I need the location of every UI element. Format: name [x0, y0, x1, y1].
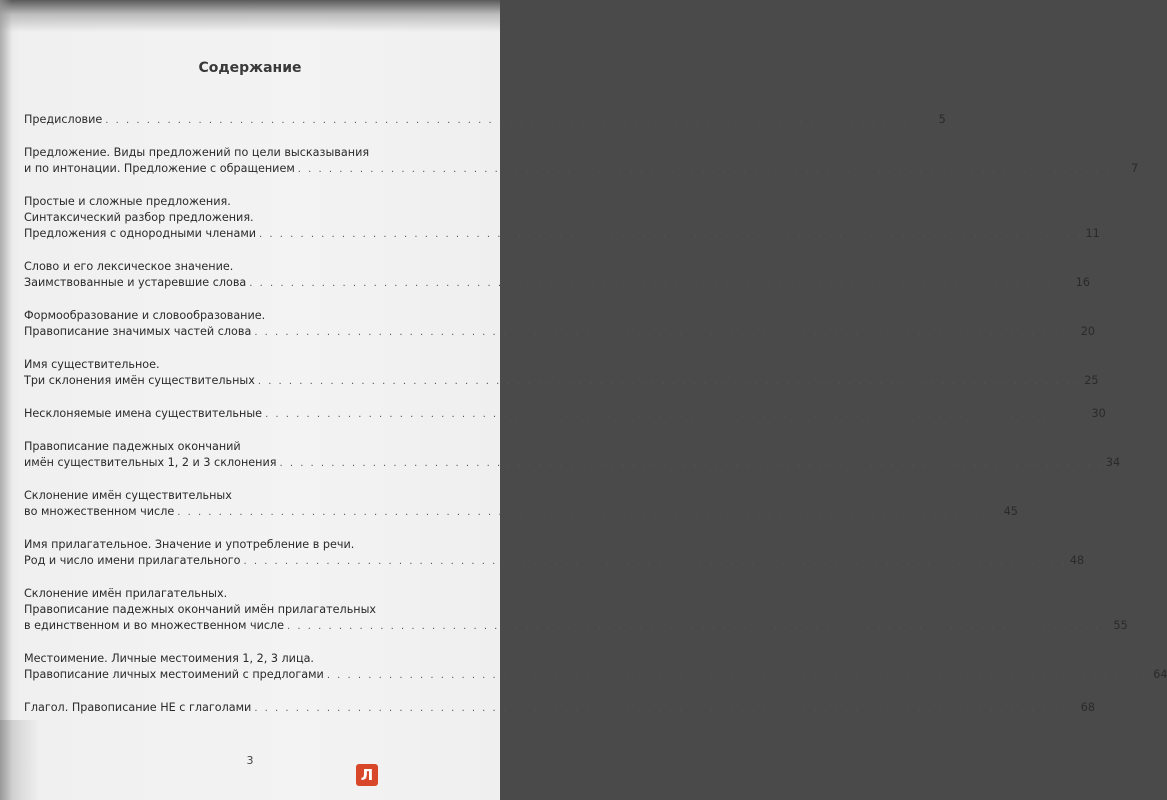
page-spine-shadow: [0, 0, 12, 800]
toc-entry: [24, 537, 1085, 570]
toc-page-number: 55: [1113, 619, 1128, 632]
page-title: Содержание: [198, 60, 302, 76]
toc-entry-last-line: [24, 667, 1167, 684]
leader-dots: . . . . . . . . . . . . . . . . . . . . . . . . . . . . . . . . . . . . . . . . . . . . . . . . . . . . . . . . . . . . . . . . . . . . . . . . . . . . . . . .: [249, 278, 1073, 289]
toc-entry-line: Имя прилагательное. Значение и употребление в речи.: [24, 538, 355, 551]
toc-entry-line: Правописание падежных окончаний имён прилагательных: [24, 603, 377, 616]
toc-entry-line: Предложение. Виды предложений по цели высказывания: [24, 146, 370, 159]
toc-entry: [24, 488, 1018, 521]
toc-entry-last-line: [24, 455, 1121, 472]
toc-page-number: 25: [1084, 374, 1099, 387]
toc-entry: [24, 439, 1121, 472]
toc-entry: [24, 194, 1100, 243]
toc-entry: [24, 357, 1099, 390]
labirint-logo-icon: Л: [356, 764, 378, 786]
leader-dots: . . . . . . . . . . . . . . . . . . . . . . . . . . . . . . . . . . . . . . . . . . . . . . . . . . . . . . . . . . . . . . . . . . . . . . . . . . . . . . . .: [297, 164, 1122, 175]
toc-entry-last-line: [24, 275, 1090, 292]
toc-page-number: 64: [1153, 668, 1167, 681]
leader-dots: . . . . . . . . . . . . . . . . . . . . . . . . . . . . . . . . . . . . . . . . . . . . . . . . . . . . . . . . . . . . . . . . . . . . . . . . . . . . . . . .: [177, 507, 1001, 518]
toc-entry-line: Простые и сложные предложения.: [24, 195, 231, 208]
toc-entry: [24, 586, 1128, 635]
toc-entry-last-line: [24, 700, 1095, 717]
toc-entry-line: Три склонения имён существительных: [24, 374, 255, 387]
leader-dots: . . . . . . . . . . . . . . . . . . . . . . . . . . . . . . . . . . . . . . . . . . . . . . . . . . . . . . . . . . . . . . . . . . . . . . . . . . . . . . . .: [259, 229, 1083, 240]
leader-dots: . . . . . . . . . . . . . . . . . . . . . . . . . . . . . . . . . . . . . . . . . . . . . . . . . . . . . . . . . . . . . . . . . . . . . . . . . . . . . . . .: [326, 670, 1151, 681]
leader-dots: . . . . . . . . . . . . . . . . . . . . . . . . . . . . . . . . . . . . . . . . . . . . . . . . . . . . . . . . . . . . . . . . . . . . . . . . . . . . . . . .: [279, 458, 1103, 469]
toc-entry-line: имён существительных 1, 2 и 3 склонения: [24, 456, 277, 469]
toc-entry-line: Несклоняемые имена существительные: [24, 407, 263, 420]
toc-entry-line: Глагол. Правописание НЕ с глаголами: [24, 701, 252, 714]
toc-entry-last-line: [24, 226, 1100, 243]
toc-entry: [24, 651, 1167, 684]
toc-entry-line: Род и число имени прилагательного: [24, 554, 241, 567]
toc-entry: [24, 700, 1095, 717]
toc-entry-line: Правописание личных местоимений с предлогами: [24, 668, 324, 681]
toc-entry-line: и по интонации. Предложение с обращением: [24, 162, 295, 175]
toc-entry-last-line: [24, 112, 946, 129]
page-top-shadow: [0, 0, 500, 32]
toc-entry-line: во множественном числе: [24, 505, 175, 518]
toc-entry: [24, 259, 1090, 292]
toc-entry-line: Предложения с однородными членами: [24, 227, 257, 240]
toc-entry-line: Синтаксический разбор предложения.: [24, 211, 254, 224]
toc-entry-line: в единственном и во множественном числе: [24, 619, 285, 632]
toc-entry-line: Формообразование и словообразование.: [24, 309, 266, 322]
toc-entry-line: Склонение имён существительных: [24, 489, 232, 502]
toc-entry-last-line: [24, 504, 1018, 521]
leader-dots: . . . . . . . . . . . . . . . . . . . . . . . . . . . . . . . . . . . . . . . . . . . . . . . . . . . . . . . . . . . . . . . . . . . . . . . . . . . . . . . .: [254, 327, 1078, 338]
leader-dots: . . . . . . . . . . . . . . . . . . . . . . . . . . . . . . . . . . . . . . . . . . . . . . . . . . . . . . . . . . . . . . . . . . . . . . . . . . . . . . . .: [287, 621, 1111, 632]
toc-entry: [24, 406, 1106, 423]
leader-dots: . . . . . . . . . . . . . . . . . . . . . . . . . . . . . . . . . . . . . . . . . . . . . . . . . . . . . . . . . . . . . . . . . . . . . . . . . . . . . . . .: [243, 556, 1067, 567]
toc-page-number: 16: [1075, 276, 1090, 289]
toc-entry-last-line: [24, 406, 1106, 423]
toc-page-number: 34: [1105, 456, 1121, 469]
page-number: 3: [246, 754, 254, 767]
leader-dots: . . . . . . . . . . . . . . . . . . . . . . . . . . . . . . . . . . . . . . . . . . . . . . . . . . . . . . . . . . . . . . . . . . . . . . . . . . . . . . . .: [257, 376, 1082, 387]
toc-entry-line: Заимствованные и устаревшие слова: [24, 276, 247, 289]
toc-entry: [24, 145, 1139, 178]
toc-entry-last-line: [24, 553, 1085, 570]
toc-entry-line: Имя существительное.: [24, 358, 160, 371]
toc-entry-line: Местоимение. Личные местоимения 1, 2, 3 лица.: [24, 652, 314, 665]
leader-dots: . . . . . . . . . . . . . . . . . . . . . . . . . . . . . . . . . . . . . . . . . . . . . . . . . . . . . . . . . . . . . . . . . . . . . . . . . . . . . . . .: [105, 115, 929, 126]
toc-page-number: 68: [1080, 701, 1095, 714]
leader-dots: . . . . . . . . . . . . . . . . . . . . . . . . . . . . . . . . . . . . . . . . . . . . . . . . . . . . . . . . . . . . . . . . . . . . . . . . . . . . . . . .: [265, 409, 1089, 420]
toc-page-number: 45: [1003, 505, 1018, 518]
toc-entry-last-line: [24, 373, 1099, 390]
toc-entry: [24, 308, 1095, 341]
toc-page-number: 7: [1131, 162, 1139, 175]
toc-entry-line: Правописание значимых частей слова: [24, 325, 252, 338]
table-of-contents: [24, 112, 1167, 733]
toc-entry-last-line: [24, 324, 1095, 341]
toc-entry-line: Правописание падежных окончаний: [24, 440, 241, 453]
toc-page-number: 5: [938, 113, 946, 126]
toc-entry: [24, 112, 946, 129]
toc-page-number: 48: [1069, 554, 1085, 567]
toc-page-number: 11: [1085, 227, 1100, 240]
toc-entry-line: Слово и его лексическое значение.: [24, 260, 234, 273]
leader-dots: . . . . . . . . . . . . . . . . . . . . . . . . . . . . . . . . . . . . . . . . . . . . . . . . . . . . . . . . . . . . . . . . . . . . . . . . . . . . . . . .: [254, 703, 1078, 714]
toc-entry-last-line: [24, 161, 1139, 178]
toc-entry-last-line: [24, 618, 1128, 635]
toc-page-number: 30: [1091, 407, 1106, 420]
toc-page-number: 20: [1080, 325, 1095, 338]
toc-entry-line: Склонение имён прилагательных.: [24, 587, 228, 600]
toc-entry-line: Предисловие: [24, 113, 103, 126]
